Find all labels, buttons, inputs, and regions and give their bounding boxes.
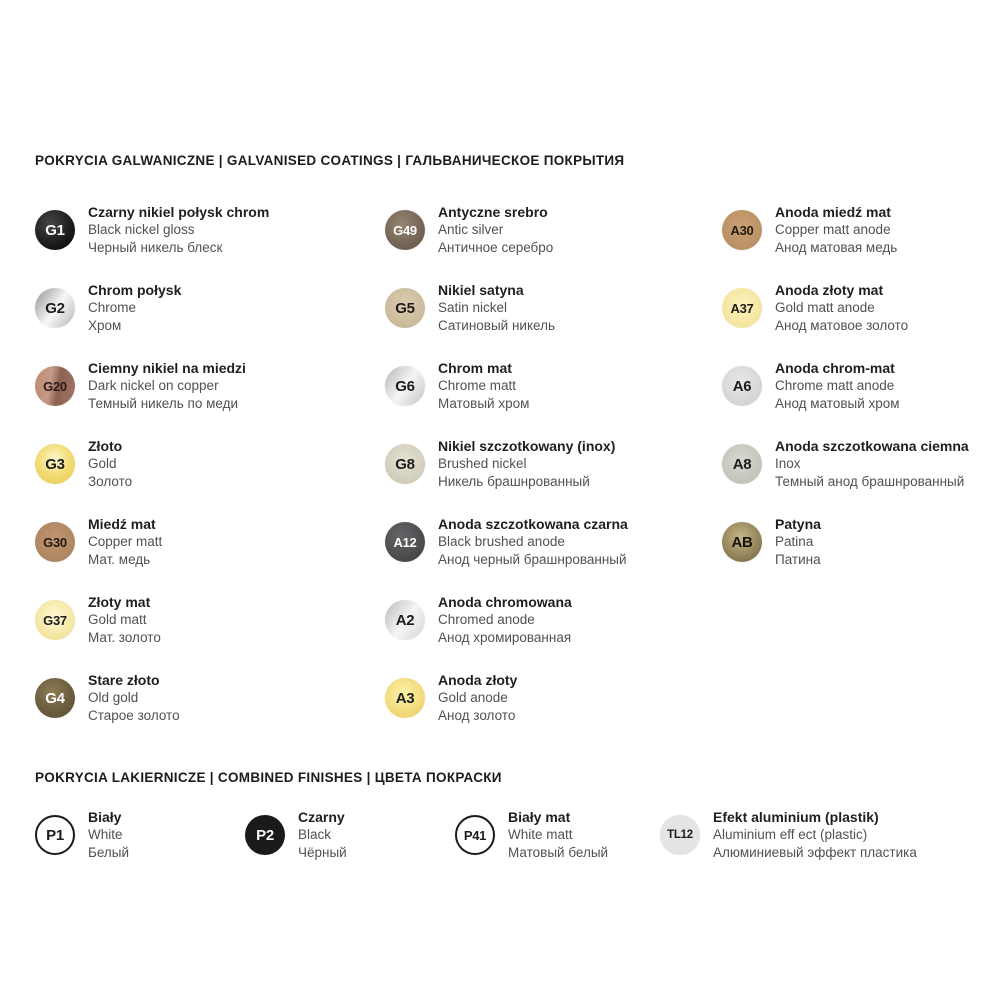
- finish-labels: [88, 593, 161, 647]
- finish-name-pl: Anoda złoty: [438, 672, 518, 688]
- finish-name-en: Black brushed anode: [438, 534, 565, 549]
- finish-name-en: Dark nickel on copper: [88, 378, 219, 393]
- swatch-g37: G37: [35, 600, 75, 640]
- finish-labels: [298, 808, 347, 862]
- finish-name-pl: Anoda szczotkowana ciemna: [775, 438, 969, 454]
- finish-name-en: Chrome: [88, 300, 137, 315]
- finish-name-ru: Анод золото: [438, 708, 516, 723]
- finish-name-pl: Efekt aluminium (plastik): [713, 809, 879, 825]
- swatch-p41: P41: [455, 815, 495, 855]
- finish-item-g2: [35, 281, 385, 335]
- finish-labels: [775, 437, 969, 491]
- finish-name-en: Copper matt: [88, 534, 163, 549]
- finish-item-g3: [35, 437, 385, 491]
- swatch-column: [35, 808, 245, 886]
- finish-name-ru: Старое золото: [88, 708, 180, 723]
- finish-name-pl: Patyna: [775, 516, 821, 532]
- finish-name-en: Black: [298, 827, 332, 842]
- finish-name-en: Gold: [88, 456, 117, 471]
- finish-labels: [88, 808, 129, 862]
- finish-item-a6: [722, 359, 969, 413]
- finish-item-g6: [385, 359, 722, 413]
- finish-name-pl: Chrom mat: [438, 360, 512, 376]
- finish-item-g37: [35, 593, 385, 647]
- finish-name-en: Black nickel gloss: [88, 222, 195, 237]
- finish-name-ru: Сатиновый никель: [438, 318, 555, 333]
- finish-name-en: Gold anode: [438, 690, 508, 705]
- finish-name-en: Chrome matt anode: [775, 378, 895, 393]
- finish-name-en: Antic silver: [438, 222, 504, 237]
- finish-name-en: Patina: [775, 534, 814, 549]
- finish-labels: [438, 593, 572, 647]
- swatch-column: [722, 203, 969, 593]
- finish-name-en: Old gold: [88, 690, 139, 705]
- finish-name-ru: Античное серебро: [438, 240, 554, 255]
- finish-item-g20: [35, 359, 385, 413]
- finish-name-pl: Miedź mat: [88, 516, 156, 532]
- finish-name-en: Brushed nickel: [438, 456, 527, 471]
- finish-name-ru: Патина: [775, 552, 821, 567]
- finish-name-en: White matt: [508, 827, 573, 842]
- swatch-ab: AB: [722, 522, 762, 562]
- finish-item-a37: [722, 281, 969, 335]
- swatch-a6: A6: [722, 366, 762, 406]
- finish-name-ru: Алюминиевый эффект пластика: [713, 845, 917, 860]
- swatch-column: [245, 808, 455, 886]
- finish-name-ru: Темный никель по меди: [88, 396, 238, 411]
- finish-item-a12: [385, 515, 722, 569]
- finish-labels: [438, 515, 628, 569]
- finish-name-ru: Золото: [88, 474, 133, 489]
- swatch-column: [455, 808, 660, 886]
- swatch-a8: A8: [722, 444, 762, 484]
- finish-name-pl: Czarny nikiel połysk chrom: [88, 204, 270, 220]
- finish-labels: [88, 281, 181, 335]
- swatch-g49: G49: [385, 210, 425, 250]
- swatch-g5: G5: [385, 288, 425, 328]
- swatch-tl12: TL12: [660, 815, 700, 855]
- finish-name-pl: Antyczne srebro: [438, 204, 548, 220]
- finish-item-p2: [245, 808, 455, 862]
- finish-item-g8: [385, 437, 722, 491]
- finish-name-ru: Мат. золото: [88, 630, 161, 645]
- finish-name-ru: Анод матовое золото: [775, 318, 909, 333]
- finish-item-g5: [385, 281, 722, 335]
- finish-name-en: Copper matt anode: [775, 222, 891, 237]
- finish-name-pl: Złoto: [88, 438, 123, 454]
- swatch-a12: A12: [385, 522, 425, 562]
- finish-name-en: Gold matt: [88, 612, 147, 627]
- section-combined-finishes: [35, 770, 1000, 886]
- finish-name-pl: Czarny: [298, 809, 345, 825]
- swatch-column: [35, 203, 385, 749]
- finish-labels: [438, 281, 555, 335]
- finish-name-pl: Nikiel szczotkowany (inox): [438, 438, 616, 454]
- swatch-a37: A37: [722, 288, 762, 328]
- finish-name-ru: Никель брашнрованный: [438, 474, 590, 489]
- finish-labels: [88, 671, 180, 725]
- finish-name-ru: Чёрный: [298, 845, 347, 860]
- finish-name-pl: Chrom połysk: [88, 282, 182, 298]
- swatch-g4: G4: [35, 678, 75, 718]
- finish-name-pl: Anoda miedź mat: [775, 204, 891, 220]
- swatch-g20: G20: [35, 366, 75, 406]
- finish-name-ru: Анод черный брашнрованный: [438, 552, 627, 567]
- swatch-p2: P2: [245, 815, 285, 855]
- finish-labels: [438, 671, 517, 725]
- finish-name-ru: Белый: [88, 845, 130, 860]
- finish-name-en: Chrome matt: [438, 378, 517, 393]
- swatch-p1: P1: [35, 815, 75, 855]
- finish-name-ru: Темный анод брашнрованный: [775, 474, 965, 489]
- finish-item-ab: [722, 515, 969, 569]
- galvanised-swatch-grid: [35, 203, 1000, 749]
- finish-name-pl: Stare złoto: [88, 672, 160, 688]
- finish-name-ru: Матовый белый: [508, 845, 609, 860]
- finish-labels: [88, 359, 246, 413]
- finish-name-pl: Nikiel satyna: [438, 282, 524, 298]
- finish-name-ru: Черный никель блеск: [88, 240, 223, 255]
- finish-item-g1: [35, 203, 385, 257]
- finish-labels: [88, 203, 269, 257]
- finish-name-pl: Anoda szczotkowana czarna: [438, 516, 628, 532]
- finish-labels: [88, 437, 132, 491]
- finish-labels: [775, 281, 908, 335]
- finish-name-pl: Anoda złoty mat: [775, 282, 884, 298]
- finish-item-a30: [722, 203, 969, 257]
- finish-labels: [438, 359, 529, 413]
- swatch-a3: A3: [385, 678, 425, 718]
- combined-finishes-section-title: POKRYCIA LAKIERNICZE | COMBINED FINISHES | ЦВЕТА ПОКРАСКИ: [35, 770, 502, 785]
- finish-name-pl: Biały: [88, 809, 122, 825]
- finish-item-a2: [385, 593, 722, 647]
- finish-name-ru: Матовый хром: [438, 396, 530, 411]
- finish-item-p41: [455, 808, 660, 862]
- finish-name-pl: Anoda chrom-mat: [775, 360, 895, 376]
- finish-name-ru: Анод матовый хром: [775, 396, 900, 411]
- finish-name-ru: Хром: [88, 318, 122, 333]
- swatch-g3: G3: [35, 444, 75, 484]
- swatch-a30: A30: [722, 210, 762, 250]
- finish-labels: [508, 808, 608, 862]
- finish-name-en: White: [88, 827, 123, 842]
- finish-item-a8: [722, 437, 969, 491]
- finish-name-ru: Анод матовая медь: [775, 240, 898, 255]
- finish-name-ru: Анод хромированная: [438, 630, 572, 645]
- combined-finishes-swatch-grid: [35, 808, 1000, 886]
- finish-item-g49: [385, 203, 722, 257]
- finish-labels: [775, 203, 897, 257]
- finish-name-pl: Złoty mat: [88, 594, 151, 610]
- finish-item-g4: [35, 671, 385, 725]
- swatch-g2: G2: [35, 288, 75, 328]
- finish-labels: [438, 437, 615, 491]
- finish-name-pl: Ciemny nikiel na miedzi: [88, 360, 246, 376]
- finish-labels: [713, 808, 917, 862]
- finish-name-en: Gold matt anode: [775, 300, 875, 315]
- finish-name-en: Chromed anode: [438, 612, 535, 627]
- swatch-column: [385, 203, 722, 749]
- swatch-g1: G1: [35, 210, 75, 250]
- finish-name-en: Satin nickel: [438, 300, 508, 315]
- finish-name-ru: Мат. медь: [88, 552, 151, 567]
- finish-item-tl12: [660, 808, 917, 862]
- finish-labels: [88, 515, 162, 569]
- galvanised-section-title: POKRYCIA GALWANICZNE | GALVANISED COATINGS | ГАЛЬВАНИЧЕСКОЕ ПОКРЫТИЯ: [35, 153, 625, 168]
- finish-item-p1: [35, 808, 245, 862]
- finish-item-a3: [385, 671, 722, 725]
- swatch-column: [660, 808, 917, 886]
- finish-item-g30: [35, 515, 385, 569]
- finish-labels: [775, 359, 900, 413]
- section-galvanised-coatings: [35, 153, 1000, 749]
- swatch-a2: A2: [385, 600, 425, 640]
- finish-name-en: Inox: [775, 456, 801, 471]
- swatch-g30: G30: [35, 522, 75, 562]
- finish-labels: [438, 203, 553, 257]
- finish-labels: [775, 515, 821, 569]
- swatch-g8: G8: [385, 444, 425, 484]
- swatch-g6: G6: [385, 366, 425, 406]
- finish-name-en: Aluminium eff ect (plastic): [713, 827, 868, 842]
- finish-name-pl: Anoda chromowana: [438, 594, 572, 610]
- finish-name-pl: Biały mat: [508, 809, 571, 825]
